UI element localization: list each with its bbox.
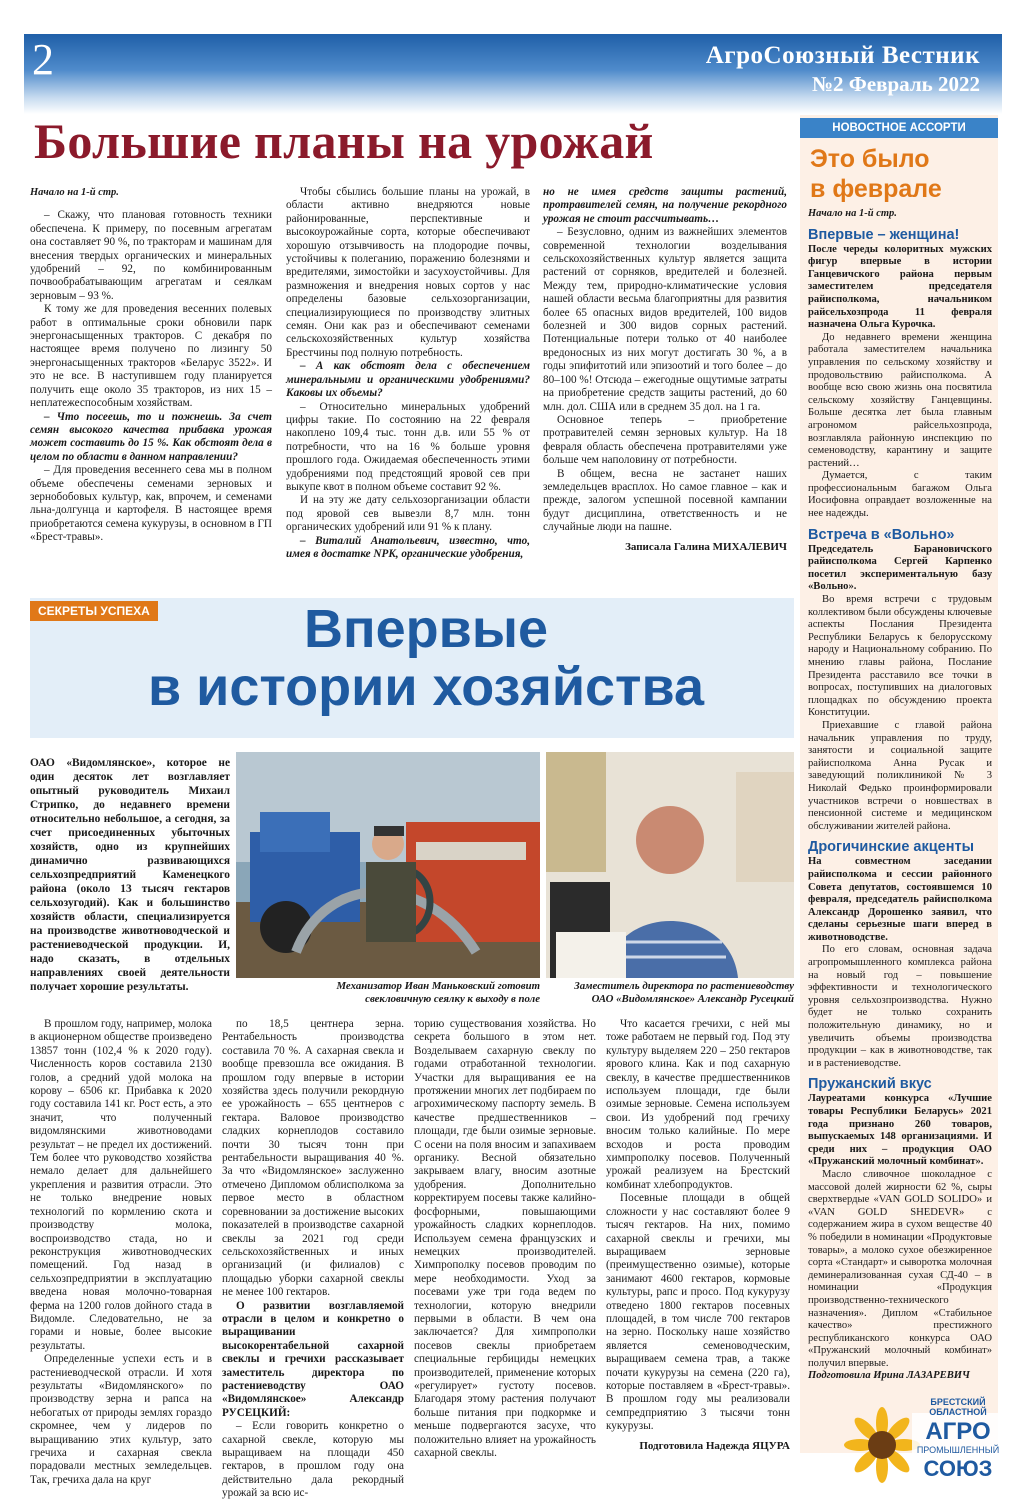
paragraph: В общем, весна не застанет наших земледельцев врасплох. Но самое главное – как и прежде, залогом успешной посевной кампании будут дисциплина, ответственность и не случайные люди на пашне. bbox=[543, 467, 787, 534]
caption-line: ОАО «Видомлянское» Александр Русецкий bbox=[591, 993, 794, 1005]
article1-column-1 bbox=[30, 186, 272, 545]
lead-paragraph: ОАО «Видомлянское», которое не один десяток лет возглавляет опытный руководитель Михаил Стрипко, до недавнего времени относительно небольшое, а сегодня, за счет присоединенных убыточных хозяйств, одно из крупнейших динамично развивающихся сельхозпредприятий Каменецкого района (около 13 тысяч гектаров сельхозугодий). Как и большинство хозяйств области, специализируется на производстве животноводческой и растениеводческой продукции. И, надо сказать, в отдельных направлениях своей деятельности получает хорошие результаты. bbox=[30, 757, 230, 993]
author-signature: Подготовила Ирина ЛАЗАРЕВИЧ bbox=[808, 1370, 970, 1382]
paragraph: В прошлом году, например, молока в акционерном обществе произведено 13857 тонн (102,4 % к 2020 году). Численность коров составила 2130 голов, а средний удой молока на корову – 6506 кг. Прибавка к 2020 году составила 141 кг. Рост есть, а это значит, что полученный видомлянскими животноводами результат – не предел их достижений. Тем более что руководство хозяйства немало делает для дальнейшего укрепления и развития отрасли. Это не только внедрение новых технологий по кормлению скота и производству молока, воспроизводство стада, но и реконструкция животноводческих помещений. Год назад в сельхозпредприятии в эксплуатацию введена новая молочно-товарная ферма на 1200 голов дойного стада в Видомле. Следовательно, не за горами и новые, более высокие результаты. bbox=[30, 1018, 212, 1352]
paragraph: Чтобы сбылись большие планы на урожай, в области активно внедряются новые районированные, перспективные и высокоурожайные сорта, которые обеспечивают хорошую отзывчивость на плодородие почвы, устойчивы к полеганию, поражению болезнями и вредителями, зимостойки и засухоустойчивы. Для размножения и внедрения новых сортов у нас определены базовые сельхозорганизации, специализирующиеся по производству элитных семян. Они как раз и обеспечивают семенами сельскохозяйственных культур хозяйства Брестчины под полную потребность. bbox=[286, 186, 530, 359]
article2-lead bbox=[30, 756, 230, 994]
paragraph: по 18,5 центнера зерна. Рентабельность производства составила 70 %. А сахарная свекла и вообще превзошла все ожидания. В прошлом году впервые в истории хозяйства здесь получили рекордную ее урожайность – 655 центнеров с гектара. Валовое производство сладких корнеплодов составило почти 30 тысяч тонн при рентабельности выращивания 40 %. За что «Видомлянское» заслуженно отмечено Дипломом облисполкома за первое место в областном соревновании за достижение высоких показателей в производстве сахарной свеклы за 2021 год среди сельскохозяйственных и иных организаций (и филиалов) с площадью уборки сахарной свеклы не менее 100 гектаров. bbox=[222, 1018, 404, 1299]
paragraph: – Скажу, что плановая готовность техники обеспечена. К примеру, по посевным агрегатам она составляет 90 %, по тракторам и машинам для внесения твердых органических и минеральных удобрений – 92, по комбинированным почвообрабатывающим агрегатам и сеялкам зерновым – 93 %. bbox=[30, 209, 272, 302]
paragraph: До недавнего времени женщина работала заместителем начальника управления по сельскому хозяйству и продовольствию райисполкома. А вообще всю свою жизнь она посвятила сельскому хозяйству Ганцевщины. Больше десятка лет была главным агрономом райсельхозпрода, возглавляла районную инспекцию по семеноводству, карантину и защите растений… bbox=[808, 331, 992, 469]
article2-headline-line1: Впервые bbox=[304, 599, 548, 659]
sidebar-body bbox=[808, 208, 992, 1383]
agro-union-logo bbox=[842, 1395, 1002, 1495]
caption-line: Механизатор Иван Маньковский готовит bbox=[336, 980, 540, 992]
paragraph: По его словам, основная задача агропромышленного комплекса района на новый год – повышение эффективности и технологического уровня сельхозпроизводства. Нужно будет не только сохранить положительную динамику, но и увеличить объемы производства продукции – как в животноводстве, так и в растениеводстве. bbox=[808, 944, 992, 1069]
author-signature: Записала Галина МИХАЛЕВИЧ bbox=[625, 540, 787, 553]
logo-brand-mid: ПРОМЫШЛЕННЫЙ bbox=[916, 1445, 1000, 1455]
continued-note: Начало на 1-й стр. bbox=[808, 208, 897, 219]
logo-brand-top: АГРО bbox=[925, 1418, 991, 1445]
paragraph: Основное теперь – приобретение протравителей семян зерновых культур. На 18 февраля область обеспечена протравителями уже больше чем наполовину от потребности. bbox=[543, 413, 787, 467]
continued-note: Начало на 1-й стр. bbox=[30, 187, 119, 198]
news-item-lead: Лауреатами конкурса «Лучшие товары Республики Беларусь» 2021 года признано 260 товаров, выпускаемых 148 организациями. И среди них – продукция ОАО «Пружанский молочный комбинат». bbox=[808, 1093, 992, 1168]
logo-line: БРЕСТСКИЙ bbox=[930, 1397, 986, 1407]
photo-mechanic-caption bbox=[236, 980, 540, 1006]
mechanic-photo-illustration bbox=[236, 752, 540, 978]
paragraph: торию существования хозяйства. Но секрета большого в этом нет. Возделываем сахарную свеклу по годами отработанной технологии. Участки для выращивания ее на протяжении многих лет подбираем по агрохимическому паспорту земель. В качестве предшественников – площади, где были озимые зерновые. С осени на поля вносим и запахиваем органику. Весной обязательно закрываем влагу, вносим азотные удобрения. Дополнительно корректируем посевы также калийно-фосфорными, повышающими урожайность сладких корнеплодов. Используем семена французских и немецких производителей. Химпрополку посевов проводим по мере необходимости. Уход за посевами уже три года ведем по технологии, которую внедрили первыми в области. В чем она заключается? Для химпрополки посевов свеклы приобретаем специальные гербициды немецких производителей, применение которых «регулирует» густоту посевов. Благодаря этому растения получают больше питания при подкормке и меньше подвергаются засухе, что положительно влияет на урожайность сахарной свеклы. bbox=[414, 1018, 596, 1459]
paragraph: – Безусловно, одним из важнейших элементов современной технологии возделывания сельскохозяйственных культур является защита растений от сорняков, вредителей и болезней. Между тем, природно-климатические условия нашей области весьма благоприятны для развития более 65 опасных видов вредителей, 100 видов болезней и 300 видов сорных растений. Потенциальные потери только от 40 наиболее вредоносных из них могут достигать 30 %, а в годы эпифитотий или эпизоотий и того более – до 80–100 %! Отсюда – ежегодные ощутимые затраты на приобретение средств защиты растений, до 60 млн. дол. США или в среднем 35 дол. на 1 га. bbox=[543, 226, 787, 413]
paragraph: Думается, с таким профессиональным багажом Ольга Иосифовна оправдает возложенные на нее надежды. bbox=[808, 470, 992, 520]
article2-column-4 bbox=[606, 1018, 790, 1452]
logo-line: ОБЛАСТНОЙ bbox=[929, 1407, 987, 1417]
article1-headline: Большие планы на урожай bbox=[34, 113, 654, 169]
article1-column-3 bbox=[543, 186, 787, 553]
paragraph: Масло сливочное шоколадное с массовой долей жирности 62 %, сыры сверхтвердые «VAN GOLD SOLIDO» и «VAN GOLD SHEDEVR» с содержанием жира в сухом веществе 40 % победили в номинации «Продуктовые товары», а молоко сухое обезжиренное сорта «Стандарт» и сыворотка молочная деминерализованная сухая СД-40 – в номинации «Продукция производственно-технического назначения». Диплом «Стабильное качество» престижного республиканского конкурса ОАО «Пружанский молочный комбинат» получил впервые. bbox=[808, 1168, 992, 1369]
news-item-title: Впервые – женщина! bbox=[808, 226, 960, 243]
photo-deputy-caption bbox=[546, 980, 794, 1006]
paragraph: – Относительно минеральных удобрений цифры такие. По состоянию на 22 февраля накоплено 109,4 тыс. тонн д.в. или 55 % от потребности, что на 16 % больше уровня прошлого года. Ожидаемая обеспеченность этими удобрениями под предстоящий яровой сев при выкупе квот в полном объеме составит 92 %. bbox=[286, 400, 530, 493]
news-item-title: Дрогичинские акценты bbox=[808, 839, 974, 856]
article2-rubric: СЕКРЕТЫ УСПЕХА bbox=[30, 601, 158, 621]
article2-column-3 bbox=[414, 1018, 596, 1460]
author-signature: Подготовила Надежда ЯЦУРА bbox=[639, 1439, 790, 1452]
interview-question: – А как обстоят дела с обеспечением минеральными и органическими удобрениями? Каковы их объемы? bbox=[286, 360, 530, 400]
paragraph: Определенные успехи есть и в растениеводческой отрасли. И хотя результаты «Видомлянского» по производству зерна и рапса на небогатых от природы землях гораздо скромнее, чем у лидеров по выращиванию этих культур, зато гречиха и сахарная свекла порадовали местных земледельцев. Так, гречиха дала на круг bbox=[30, 1353, 212, 1486]
news-item-lead: После череды колоритных мужских фигур впервые в истории Ганцевичского района первым заместителем председателя райисполкома, начальником райсельхозпрода 11 февраля назначена Ольга Курочка. bbox=[808, 243, 992, 331]
paragraph: Во время встречи с трудовым коллективом были обсуждены ключевые аспекты Послания Президента Республики Беларусь к белорусскому народу и Национальному собранию. По мнению главы района, Послание Президента расставило все точки в вопросах, поступивших на диалоговых площадках по обсуждению проекта Конституции. bbox=[808, 594, 992, 719]
sidebar-headline-line1: Это было bbox=[810, 145, 930, 173]
news-item-title: Пружанский вкус bbox=[808, 1076, 932, 1093]
article1-column-2 bbox=[286, 186, 530, 561]
paragraph: И на эту же дату сельхозорганизации области под яровой сев вывезли 8,7 млн. тонн органических удобрений или 91 % к плану. bbox=[286, 494, 530, 534]
paragraph: К тому же для проведения весенних полевых работ в оптимальные сроки обновили парк энергонасыщенных тракторов. С декабря по настоящее время получено по лизингу 50 энергонасыщенных тракторов «Беларус 3522». И это не все. В наступившем году планируется получить еще около 35 тракторов, из них 15 – неплатежеспособным хозяйствам. bbox=[30, 303, 272, 410]
photo-deputy-director bbox=[546, 752, 794, 978]
interview-question: но не имея средств защиты растений, протравителей семян, на получение рекордного урожая не стоит рассчитывать… bbox=[543, 186, 787, 225]
paragraph: Что касается гречихи, с ней мы тоже работаем не первый год. Под эту культуру выделяем 220 – 250 гектаров ярового клина. Как и под сахарную свеклу, в качестве предшественников используем площади, где были озимые зерновые. Семена используем свои. Из удобрений под гречиху вносим только калийные. По мере всходов и роста проводим химпрополку посевов. Полученный урожай реализуем на Брестский комбинат хлебопродуктов. bbox=[606, 1018, 790, 1191]
interview-question: – Что посеешь, то и пожнешь. За счет семян высокого качества прибавка урожая может составить до 15 %. Как обстоят дела в целом по области в данном направлении? bbox=[30, 410, 272, 463]
paragraph: Посевные площади в общей сложности у нас составляют более 9 тысяч гектаров. На них, помимо сахарной свеклы и гречихи, мы выращиваем зерновые (преимущественно озимые), которые занимают 4600 гектаров, кормовые культуры, рапс и просо. Под кукурузу отведено 1800 гектаров посевных площадей, в том числе 700 гектаров на зерно. Поскольку наше хозяйство является семеноводческим, выращиваем семена трав, а также почати кукурузы на семена (220 га), которые поставляем в «Брест-травы». В прошлом году мы реализовали семпредприятию 3 тысячи тонн кукурузы. bbox=[606, 1192, 790, 1433]
news-item-lead: На совместном заседании райисполкома и сессии районного Совета депутатов, состоявшемся 10 февраля, председатель райисполкома Александр Дорошенко заявил, что сделаны серьезные шаги вперед в животноводстве. bbox=[808, 856, 992, 943]
article2-headline-line2: в истории хозяйства bbox=[147, 657, 705, 717]
logo-region bbox=[914, 1397, 1002, 1417]
page-number: 2 bbox=[32, 35, 54, 84]
paragraph: Приехавшие с главой района начальник управления по труду, занятости и социальной защите райисполкома Анна Русак и заведующий поликлиникой № 3 Николай Федько проинформировали участников встречи о новшествах в пенсионной системе и медицинском обслуживании жителей района. bbox=[808, 719, 992, 832]
article2-column-2 bbox=[222, 1018, 404, 1500]
photo-mechanic bbox=[236, 752, 540, 978]
paragraph: – Для проведения весеннего сева мы в полном объеме обеспечены семенами зерновых и зернобобовых культур, как, впрочем, и семенами льна-долгунца и картофеля. В настоящее время приобретаются семена кукурузы, в основном в ГП «Брест-травы». bbox=[30, 464, 272, 544]
interview-question: – Виталий Анатольевич, известно, что, имея в достатке NPK, органические удобрения, bbox=[286, 534, 530, 560]
news-item-title: Встреча в «Вольно» bbox=[808, 526, 955, 543]
article2-column-1 bbox=[30, 1018, 212, 1487]
logo-brand-bottom: СОЮЗ bbox=[923, 1456, 993, 1481]
caption-line: свекловичную сеялку к выходу в поле bbox=[365, 993, 540, 1005]
interview-question: О развитии возглавляемой отрасли в целом и конкретно о выращивании высокорентабельной сахарной свеклы и гречихи рассказывает заместитель директора по растениеводству ОАО «Видомлянское» Александр РУСЕЦКИЙ: bbox=[222, 1299, 404, 1419]
sidebar-rubric: НОВОСТНОЕ АССОРТИ bbox=[800, 118, 998, 138]
article2-headline bbox=[58, 600, 794, 716]
caption-line: Заместитель директора по растениеводству bbox=[574, 980, 794, 992]
sidebar-headline bbox=[810, 144, 942, 204]
publication-title: АгроСоюзный Вестник bbox=[705, 42, 980, 69]
paragraph: – Если говорить конкретно о сахарной свекле, которую мы выращиваем на площади 450 гектаров, в прошлом году она действительно дала рекордный урожай за всю ис- bbox=[222, 1420, 404, 1500]
news-item-lead: Председатель Барановичского райисполкома Сергей Карпенко посетил экспериментальную базу «Вольно». bbox=[808, 543, 992, 593]
director-photo-illustration bbox=[546, 752, 794, 978]
issue-label: №2 Февраль 2022 bbox=[811, 72, 980, 96]
sidebar-headline-line2: в феврале bbox=[810, 175, 942, 203]
